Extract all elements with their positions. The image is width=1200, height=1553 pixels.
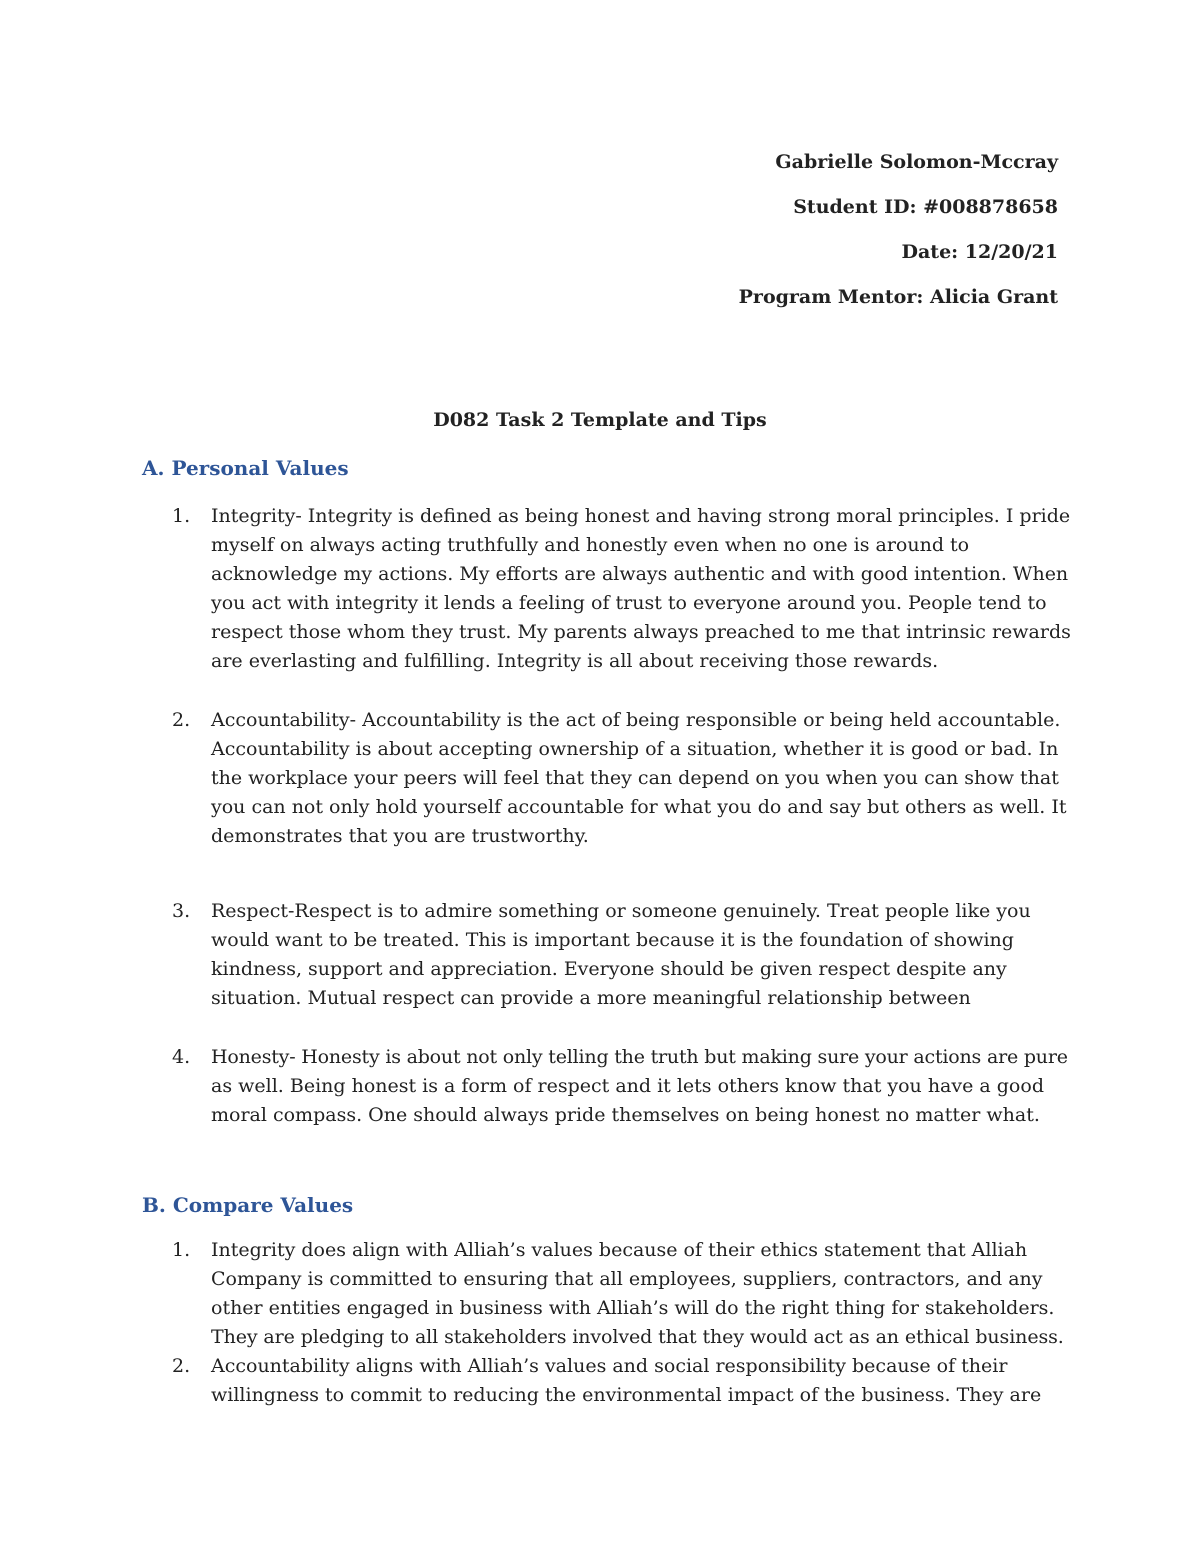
- text-line: respect those whom they trust. My parents always preached to me that intrinsic rewards: [211, 621, 1071, 643]
- list-item-number: 1.: [172, 505, 191, 527]
- text-line: you act with integrity it lends a feeling of trust to everyone around you. People tend to: [211, 592, 1047, 614]
- text-line: Accountability aligns with Alliah’s values and social responsibility because of their: [211, 1355, 1008, 1377]
- list-item-number: 1.: [172, 1239, 191, 1261]
- text-line: demonstrates that you are trustworthy.: [211, 825, 589, 847]
- list-item-number: 4.: [172, 1046, 191, 1068]
- list-item-text: [211, 1043, 1071, 1130]
- text-line: the workplace your peers will feel that they can depend on you when you can show that: [211, 767, 1059, 789]
- program-mentor: Program Mentor: Alicia Grant: [738, 286, 1058, 308]
- text-line: They are pledging to all stakeholders involved that they would act as an ethical business.: [211, 1326, 1064, 1348]
- list-item-number: 2.: [172, 1355, 191, 1377]
- text-line: kindness, support and appreciation. Everyone should be given respect despite any: [211, 958, 1007, 980]
- text-line: Honesty- Honesty is about not only telling the truth but making sure your actions are pure: [211, 1046, 1068, 1068]
- list-item-text: [211, 706, 1071, 851]
- section-heading-compare-values: B. Compare Values: [142, 1193, 354, 1217]
- text-line: other entities engaged in business with Alliah’s will do the right thing for stakeholders.: [211, 1297, 1055, 1319]
- text-line: Accountability- Accountability is the act of being responsible or being held accountable.: [211, 709, 1061, 731]
- text-line: myself on always acting truthfully and honestly even when no one is around to: [211, 534, 970, 556]
- text-line: Respect-Respect is to admire something or someone genuinely. Treat people like you: [211, 900, 1031, 922]
- student-id: Student ID: #008878658: [793, 196, 1058, 218]
- list-item-text: [211, 502, 1071, 676]
- text-line: would want to be treated. This is important because it is the foundation of showing: [211, 929, 1014, 951]
- section-heading-personal-values: A. Personal Values: [142, 456, 349, 480]
- list-item-text: [211, 897, 1071, 1013]
- submission-date: Date: 12/20/21: [901, 241, 1058, 263]
- list-item-text: [211, 1236, 1071, 1352]
- text-line: situation. Mutual respect can provide a more meaningful relationship between: [211, 987, 971, 1009]
- list-item-text: [211, 1352, 1071, 1410]
- text-line: Integrity does align with Alliah’s values because of their ethics statement that Alliah: [211, 1239, 1028, 1261]
- text-line: acknowledge my actions. My efforts are always authentic and with good intention. When: [211, 563, 1069, 585]
- list-item-number: 3.: [172, 900, 191, 922]
- text-line: moral compass. One should always pride themselves on being honest no matter what.: [211, 1104, 1040, 1126]
- text-line: willingness to commit to reducing the environmental impact of the business. They are: [211, 1384, 1042, 1406]
- text-line: you can not only hold yourself accountable for what you do and say but others as well. It: [211, 796, 1067, 818]
- author-name: Gabrielle Solomon-Mccray: [775, 151, 1058, 173]
- text-line: are everlasting and fulfilling. Integrity is all about receiving those rewards.: [211, 650, 939, 672]
- author-info-block: [739, 140, 1058, 320]
- text-line: Accountability is about accepting ownership of a situation, whether it is good or bad. In: [211, 738, 1059, 760]
- text-line: as well. Being honest is a form of respect and it lets others know that you have a good: [211, 1075, 1044, 1097]
- text-line: Company is committed to ensuring that all employees, suppliers, contractors, and any: [211, 1268, 1043, 1290]
- text-line: Integrity- Integrity is defined as being honest and having strong moral principles. I pride: [211, 505, 1071, 527]
- document-title: D082 Task 2 Template and Tips: [433, 409, 767, 431]
- list-item-number: 2.: [172, 709, 191, 731]
